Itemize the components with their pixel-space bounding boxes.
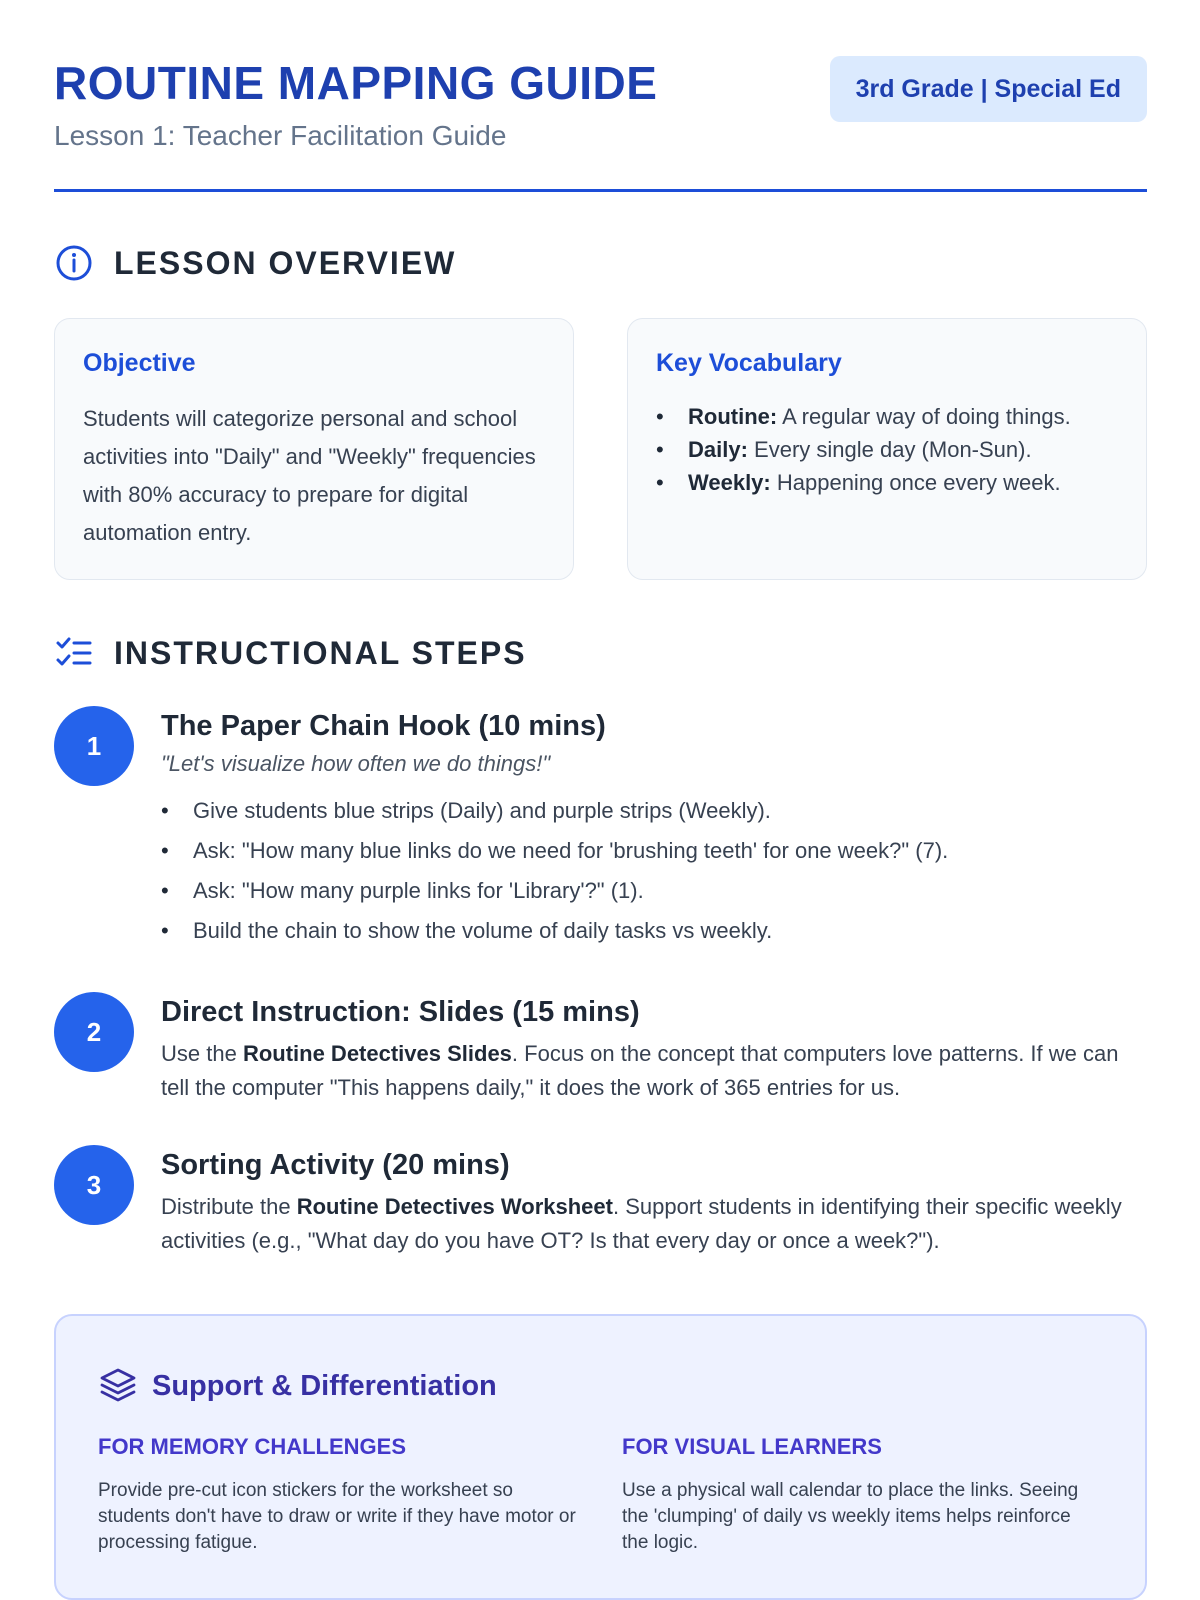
memory-challenges-column bbox=[98, 1434, 578, 1556]
list-item: • Ask: "How many purple links for 'Library'?" (1). bbox=[161, 871, 1147, 911]
visual-learners-column bbox=[622, 1434, 1102, 1556]
step-title: Sorting Activity (20 mins) bbox=[161, 1149, 510, 1181]
objective-text: Students will categorize personal and school activities into "Daily" and "Weekly" frequencies with 80% accuracy to prepare for digital automation entry. bbox=[83, 406, 536, 545]
step-title: The Paper Chain Hook (10 mins) bbox=[161, 710, 606, 742]
step-text: Use the Routine Detectives Slides. Focus on the concept that computers love patterns. If we can tell the computer "This happens daily," it does the work of 365 entries for us. bbox=[161, 1041, 1119, 1100]
page-subtitle: Lesson 1: Teacher Facilitation Guide bbox=[54, 120, 507, 151]
objective-card bbox=[54, 318, 574, 580]
step-bullets bbox=[161, 791, 1147, 951]
step-title: Direct Instruction: Slides (15 mins) bbox=[161, 996, 640, 1028]
section-label: INSTRUCTIONAL STEPS bbox=[114, 634, 527, 671]
objective-title: Objective bbox=[83, 349, 196, 377]
checklist-icon bbox=[54, 633, 94, 673]
memory-title: FOR MEMORY CHALLENGES bbox=[98, 1434, 407, 1459]
memory-text: Provide pre-cut icon stickers for the worksheet so students don't have to draw or write if they have motor or processing fatigue. bbox=[98, 1480, 576, 1553]
step-number: 2 bbox=[54, 992, 134, 1072]
section-label: LESSON OVERVIEW bbox=[114, 244, 457, 281]
grade-badge: 3rd Grade | Special Ed bbox=[830, 56, 1147, 122]
vocabulary-item: • Routine: A regular way of doing things. bbox=[656, 400, 1118, 433]
support-title: Support & Differentiation bbox=[152, 1369, 497, 1402]
vocabulary-item: • Weekly: Happening once every week. bbox=[656, 466, 1118, 499]
visual-text: Use a physical wall calendar to place the links. Seeing the 'clumping' of daily vs weekly items helps reinforce the logic. bbox=[622, 1480, 1079, 1553]
vocabulary-list bbox=[656, 400, 1118, 499]
lesson-overview-heading bbox=[54, 243, 456, 283]
step-number: 1 bbox=[54, 706, 134, 786]
visual-title: FOR VISUAL LEARNERS bbox=[622, 1434, 882, 1459]
layers-icon bbox=[98, 1366, 138, 1406]
step-number: 3 bbox=[54, 1145, 134, 1225]
page-title: ROUTINE MAPPING GUIDE bbox=[54, 57, 658, 109]
vocabulary-card bbox=[627, 318, 1147, 580]
vocabulary-title: Key Vocabulary bbox=[656, 349, 842, 377]
lesson-guide-page bbox=[54, 0, 1147, 1600]
page-header bbox=[54, 56, 1147, 192]
list-item: • Build the chain to show the volume of daily tasks vs weekly. bbox=[161, 911, 1147, 951]
vocabulary-item: • Daily: Every single day (Mon-Sun). bbox=[656, 433, 1118, 466]
step-quote: "Let's visualize how often we do things!" bbox=[161, 751, 551, 776]
info-icon bbox=[54, 243, 94, 283]
support-heading bbox=[98, 1366, 497, 1406]
step-text: Distribute the Routine Detectives Worksheet. Support students in identifying their specific weekly activities (e.g., "What day do you have OT? Is that every day or once a week?"). bbox=[161, 1194, 1122, 1253]
instructional-steps-heading bbox=[54, 633, 527, 673]
list-item: • Ask: "How many blue links do we need for 'brushing teeth' for one week?" (7). bbox=[161, 831, 1147, 871]
support-differentiation-box bbox=[54, 1314, 1147, 1600]
list-item: • Give students blue strips (Daily) and purple strips (Weekly). bbox=[161, 791, 1147, 831]
